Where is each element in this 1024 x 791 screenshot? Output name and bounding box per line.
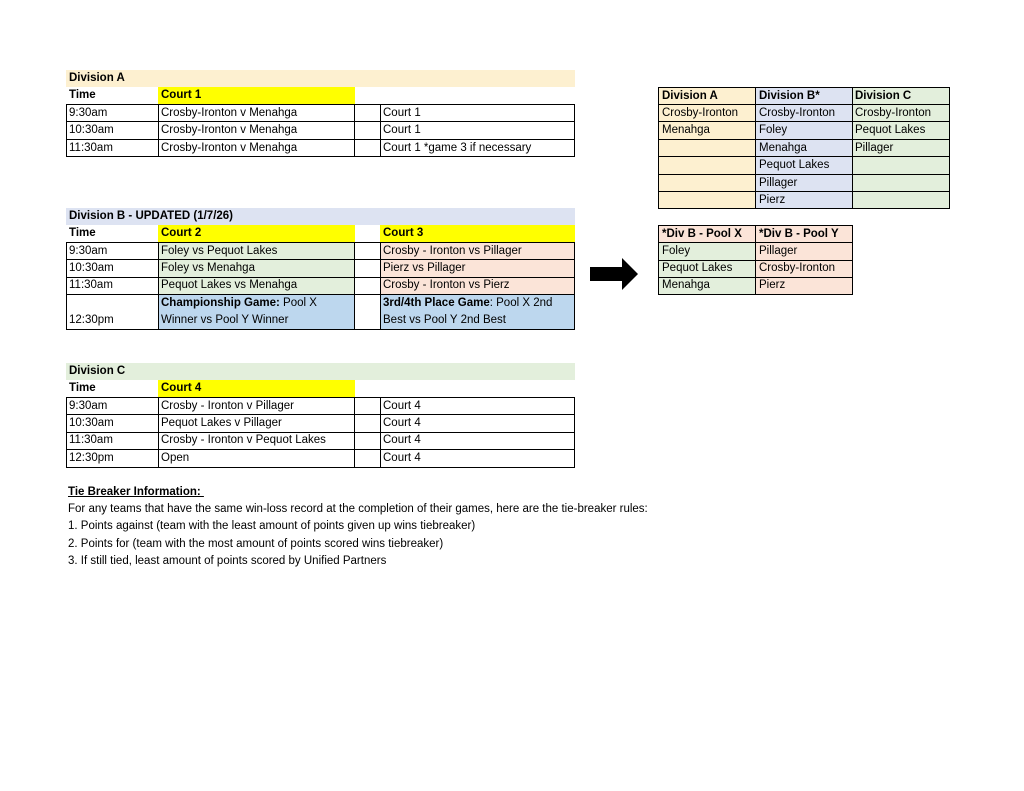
championship-game-line1 [158, 295, 355, 312]
division-c-row4-game: Open [161, 452, 190, 464]
division-c-row2-court: Court 4 [383, 417, 421, 429]
division-a-row1-game: Crosby-Ironton v Menahga [161, 107, 298, 119]
pool-x-1: Foley [662, 245, 691, 257]
division-c-title: Division C [66, 363, 575, 380]
division-c-row1-time: 9:30am [69, 400, 108, 412]
tie-breaker-rule-2: 2. Points for (team with the most amount of points scored wins tiebreaker) [68, 538, 444, 550]
division-b-final-time: 12:30pm [69, 314, 114, 326]
pool-y-1: Pillager [759, 245, 798, 257]
teams-header-division-c: Division C [855, 90, 912, 102]
tie-breaker-title: Tie Breaker Information: [68, 486, 204, 498]
division-a-row2-game: Crosby-Ironton v Menahga [161, 124, 298, 136]
division-a-time-header: Time [69, 89, 96, 101]
pool-y-3: Pierz [759, 279, 786, 291]
division-c-court-header: Court 4 [158, 380, 355, 397]
division-b-row3-time: 11:30am [69, 279, 113, 291]
teams-a-1: Crosby-Ironton [662, 107, 739, 119]
division-b-court3-header: Court 3 [380, 225, 575, 242]
teams-a-2: Menahga [662, 124, 710, 136]
division-b-row1-game1: Foley vs Pequot Lakes [161, 245, 278, 257]
division-a-row3-court: Court 1 *game 3 if necessary [383, 142, 532, 154]
division-c-row3-game: Crosby - Ironton v Pequot Lakes [161, 434, 326, 446]
third-place-game-label: 3rd/4th Place Game [383, 297, 490, 309]
division-b-row1-game2: Crosby - Ironton vs Pillager [383, 245, 522, 257]
division-b-row2-game1: Foley vs Menahga [161, 262, 255, 274]
division-c-row4-court: Court 4 [383, 452, 421, 464]
teams-b-2: Foley [759, 124, 788, 136]
third-place-game-line1 [380, 295, 575, 312]
teams-c-3: Pillager [855, 142, 894, 154]
division-a-court-header: Court 1 [158, 87, 355, 104]
division-b-row2-time: 10:30am [69, 262, 114, 274]
division-b-title: Division B - UPDATED (1/7/26) [66, 208, 575, 225]
division-a-row2-time: 10:30am [69, 124, 114, 136]
division-c-row1-game: Crosby - Ironton v Pillager [161, 400, 294, 412]
division-a-row2-court: Court 1 [383, 124, 421, 136]
division-c-row2-game: Pequot Lakes v Pillager [161, 417, 282, 429]
championship-game-text-2: Winner vs Pool Y Winner [161, 314, 289, 326]
tie-breaker-rule-1: 1. Points against (team with the least amount of points given up wins tiebreaker) [68, 520, 476, 532]
teams-b-1: Crosby-Ironton [759, 107, 836, 119]
teams-b-5: Pillager [759, 177, 798, 189]
teams-b-4: Pequot Lakes [759, 159, 830, 171]
division-c-row3-time: 11:30am [69, 434, 113, 446]
division-b-time-header: Time [69, 227, 96, 239]
division-c-row3-court: Court 4 [383, 434, 421, 446]
division-a-row3-game: Crosby-Ironton v Menahga [161, 142, 298, 154]
teams-header-division-b: Division B* [759, 90, 820, 102]
division-a-row1-time: 9:30am [69, 107, 108, 119]
third-place-game-text-2: Best vs Pool Y 2nd Best [383, 314, 506, 326]
division-c-row4-time: 12:30pm [69, 452, 114, 464]
pool-y-header: *Div B - Pool Y [759, 228, 839, 240]
tie-breaker-rule-3: 3. If still tied, least amount of points scored by Unified Partners [68, 555, 387, 567]
division-b-row1-time: 9:30am [69, 245, 108, 257]
tie-breaker-intro: For any teams that have the same win-loss record at the completion of their games, here are the tie-breaker rules: [68, 503, 648, 515]
third-place-game-text-1: : Pool X 2nd [489, 297, 553, 309]
division-b-row2-game2: Pierz vs Pillager [383, 262, 466, 274]
pool-x-2: Pequot Lakes [662, 262, 733, 274]
teams-b-6: Pierz [759, 194, 786, 206]
teams-c-2: Pequot Lakes [855, 124, 926, 136]
pool-x-header: *Div B - Pool X [662, 228, 742, 240]
division-c-row2-time: 10:30am [69, 417, 114, 429]
division-a-row3-time: 11:30am [69, 142, 113, 154]
championship-game-label: Championship Game: [161, 297, 280, 309]
right-arrow-icon [588, 256, 640, 292]
division-b-row3-game1: Pequot Lakes vs Menahga [161, 279, 298, 291]
teams-header-division-a: Division A [662, 90, 718, 102]
pool-y-2: Crosby-Ironton [759, 262, 836, 274]
division-c-row1-court: Court 4 [383, 400, 421, 412]
pool-x-3: Menahga [662, 279, 710, 291]
division-b-court2-header: Court 2 [158, 225, 355, 242]
division-c-time-header: Time [69, 382, 96, 394]
teams-c-1: Crosby-Ironton [855, 107, 932, 119]
teams-b-3: Menahga [759, 142, 807, 154]
division-a-row1-court: Court 1 [383, 107, 421, 119]
division-a-title: Division A [66, 70, 575, 87]
championship-game-text-1: Pool X [279, 297, 317, 309]
division-b-row3-game2: Crosby - Ironton vs Pierz [383, 279, 510, 291]
